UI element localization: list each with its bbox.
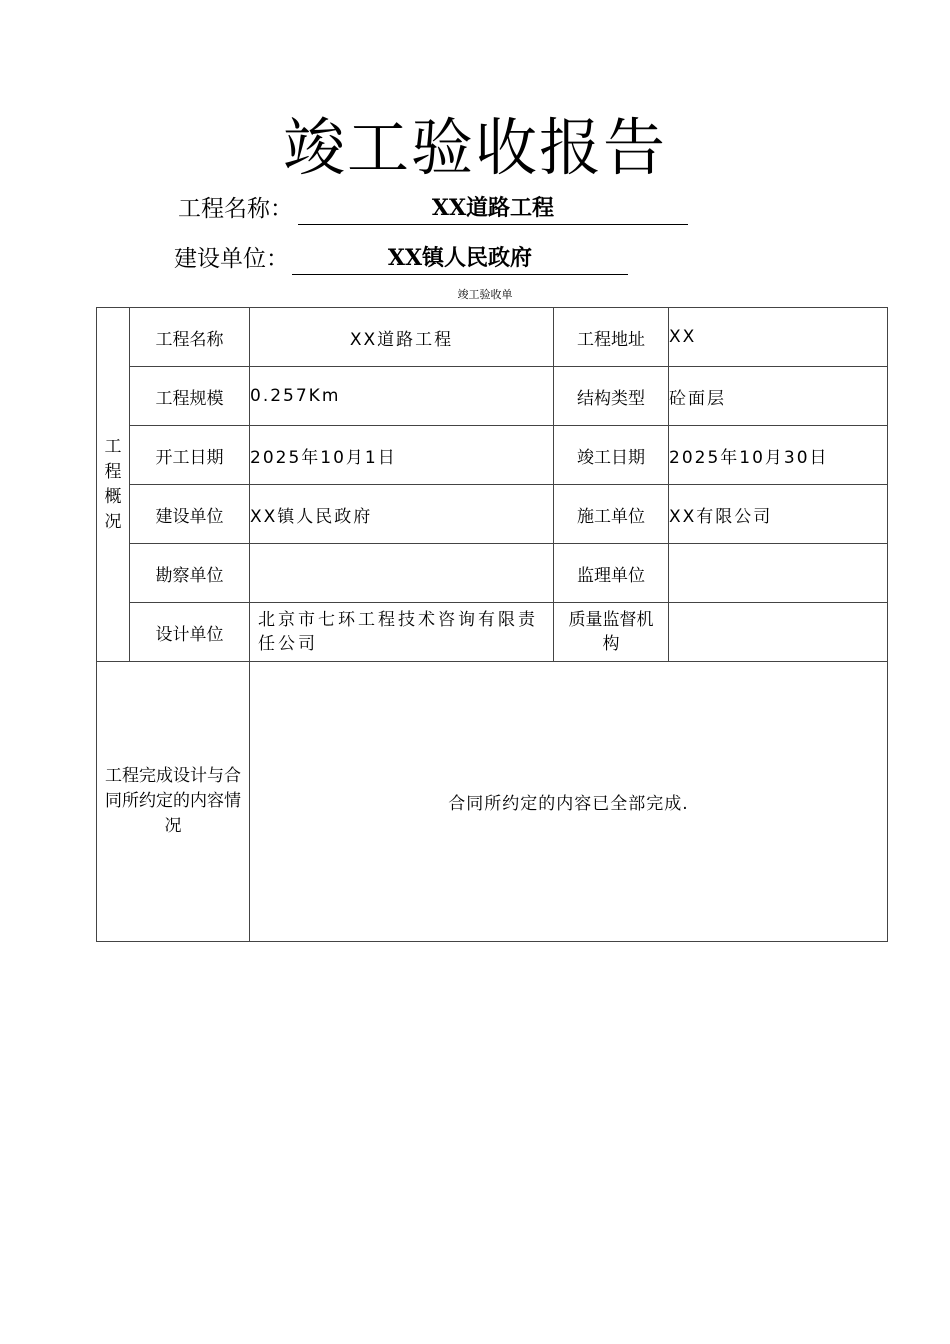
table-row [97,544,888,603]
builder-line [174,242,634,276]
acceptance-form [96,307,888,942]
table-row [97,603,888,662]
overview-side-label [97,308,130,662]
cell-value: 0.257Km [250,367,554,426]
project-name-line [178,192,698,226]
table-row [97,367,888,426]
cell-value: XX [669,308,888,367]
builder-value: XX镇人民政府 [292,242,628,275]
cell-value: XX镇人民政府 [250,485,554,544]
cell-label: 勘察单位 [130,544,250,603]
cell-value: 2025年10月30日 [669,426,888,485]
table-row [97,485,888,544]
cell-value: XX道路工程 [250,308,554,367]
cell-label: 施工单位 [554,485,669,544]
cell-label: 质量监督机构 [554,603,669,662]
completion-value: 合同所约定的内容已全部完成. [250,662,888,942]
completion-label: 工程完成设计与合同所约定的内容情况 [97,662,250,942]
cell-label: 建设单位 [130,485,250,544]
cell-value: 砼面层 [669,367,888,426]
cell-label: 工程规模 [130,367,250,426]
cell-label: 设计单位 [130,603,250,662]
page-title: 竣工验收报告 [282,111,667,184]
cell-value [669,603,888,662]
cell-value: 2025年10月1日 [250,426,554,485]
form-caption: 竣工验收单 [457,288,513,301]
cell-value [250,544,554,603]
cell-value [669,544,888,603]
cell-label: 竣工日期 [554,426,669,485]
table-row [97,426,888,485]
cell-value: 北京市七环工程技术咨询有限责任公司 [250,603,554,662]
cell-value: XX有限公司 [669,485,888,544]
overview-side-text: 工程概况 [104,436,122,532]
table-row [97,308,888,367]
cell-label: 开工日期 [130,426,250,485]
builder-label: 建设单位： [174,246,289,272]
table-row [97,662,888,942]
project-name-label: 工程名称： [178,196,293,222]
cell-label: 工程名称 [130,308,250,367]
project-name-value: XX道路工程 [298,192,688,225]
cell-label: 工程地址 [554,308,669,367]
cell-label: 监理单位 [554,544,669,603]
cell-label: 结构类型 [554,367,669,426]
